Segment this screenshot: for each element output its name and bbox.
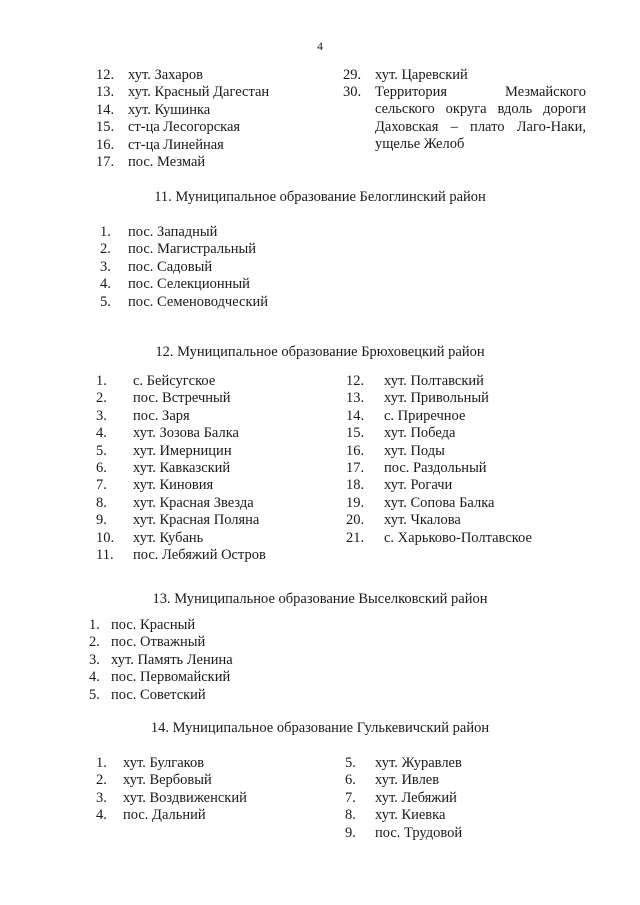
list-item: 20. хут. Чкалова — [346, 512, 461, 529]
list-item: 19. хут. Сопова Балка — [346, 494, 495, 511]
page-number: 4 — [317, 39, 323, 53]
list-item: 17. пос. Мезмай — [96, 153, 206, 170]
settlement-name: пос. Советский — [111, 686, 206, 703]
settlement-name: хут. Царевский — [375, 67, 468, 83]
settlement-name: хут. Чкалова — [384, 512, 461, 529]
list-item: 7. хут. Лебяжий — [345, 789, 457, 806]
list-item: 14. с. Приречное — [346, 407, 466, 424]
list-item: 11. пос. Лебяжий Остров — [96, 546, 266, 563]
settlement-name: пос. Семеноводческий — [128, 293, 269, 310]
section-heading: 13. Муниципальное образование Выселковский район — [152, 591, 488, 607]
list-item: 3. хут. Воздвиженский — [96, 789, 247, 806]
settlement-name: хут. Привольный — [384, 390, 489, 407]
settlement-name: с. Приречное — [384, 407, 466, 424]
list-item: 4. пос. Дальний — [96, 807, 206, 824]
settlement-name: пос. Раздольный — [384, 459, 487, 476]
settlement-name: пос. Отважный — [111, 634, 206, 651]
section-heading: 12. Муниципальное образование Брюховецкий район — [155, 344, 485, 360]
territory-description: Территория Мезмайского сельского округа вдоль дороги Даховская – плато Лаго-Наки, ущелье Желоб — [375, 84, 586, 153]
list-item: 7. хут. Киновия — [96, 477, 214, 494]
settlement-name: пос. Селекционный — [128, 276, 250, 293]
settlement-name: хут. Красная Поляна — [133, 512, 260, 529]
list-item: 13. хут. Красный Дагестан — [96, 84, 270, 101]
settlement-name: хут. Красная Звезда — [133, 494, 254, 511]
list-item: 6. хут. Ивлев — [345, 772, 440, 789]
section14-list-right — [345, 755, 462, 842]
settlement-name: пос. Магистральный — [128, 241, 256, 258]
list-item: 5. пос. Советский — [89, 686, 206, 703]
list-item: 4. хут. Зозова Балка — [96, 425, 239, 442]
list-item: 18. хут. Рогачи — [346, 477, 453, 494]
list-item: 15. хут. Победа — [346, 425, 456, 442]
settlement-name: хут. Зозова Балка — [133, 425, 239, 442]
list-item: 1. с. Бейсугское — [96, 373, 216, 389]
list-item: 1. хут. Булгаков — [96, 755, 205, 771]
section12-list-right — [346, 373, 532, 547]
list-item: 21. с. Харьково-Полтавское — [346, 529, 532, 546]
settlement-name: хут. Рогачи — [384, 477, 453, 494]
settlement-name: хут. Кушинка — [128, 101, 211, 118]
list-item: 10. хут. Кубань — [96, 529, 204, 546]
list-item: 17. пос. Раздольный — [346, 459, 487, 476]
settlement-name: хут. Имерницин — [133, 442, 232, 459]
settlement-name: хут. Кавказский — [133, 459, 231, 476]
list-item: 9. пос. Трудовой — [345, 824, 463, 841]
settlement-name: пос. Красный — [111, 617, 196, 633]
settlement-name: хут. Вербовый — [123, 772, 212, 789]
settlement-name: пос. Лебяжий Остров — [133, 546, 266, 563]
settlement-name: хут. Полтавский — [384, 373, 484, 389]
list-item: 4. пос. Селекционный — [100, 276, 250, 293]
settlement-name: хут. Красный Дагестан — [128, 84, 270, 101]
list-item: 14. хут. Кушинка — [96, 101, 211, 118]
list-item: 5. пос. Семеноводческий — [100, 293, 269, 310]
settlement-name: ст-ца Линейная — [128, 136, 224, 153]
list-item: 12. хут. Полтавский — [346, 373, 484, 389]
settlement-name: хут. Сопова Балка — [384, 494, 495, 511]
list-item: 9. хут. Красная Поляна — [96, 512, 260, 529]
settlement-name: хут. Кубань — [133, 529, 204, 546]
settlement-name: с. Бейсугское — [133, 373, 216, 389]
list-item: 16. ст-ца Линейная — [96, 136, 224, 153]
list-item: 2. пос. Встречный — [96, 390, 231, 407]
list-item: 8. хут. Красная Звезда — [96, 494, 254, 511]
settlement-name: пос. Первомайский — [111, 669, 231, 686]
section13-list — [89, 617, 233, 704]
section-heading: 11. Муниципальное образование Белоглинский район — [154, 189, 486, 205]
list-item: 2. пос. Отважный — [89, 634, 206, 651]
settlement-name: хут. Захаров — [128, 67, 203, 83]
list-item: 13. хут. Привольный — [346, 390, 489, 407]
settlement-name: пос. Встречный — [133, 390, 231, 407]
list-item: 2. пос. Магистральный — [100, 241, 256, 258]
settlement-name: хут. Журавлев — [375, 755, 462, 771]
settlement-name: хут. Ивлев — [375, 772, 440, 789]
list-item: 3. пос. Садовый — [100, 258, 213, 275]
list-item: 2. хут. Вербовый — [96, 772, 212, 789]
settlement-name: пос. Западный — [128, 224, 218, 240]
settlement-name: хут. Лебяжий — [375, 789, 457, 806]
list-item: 6. хут. Кавказский — [96, 459, 231, 476]
list-item: 8. хут. Киевка — [345, 807, 446, 824]
section12-list-left — [96, 373, 266, 564]
settlement-name: хут. Победа — [384, 425, 456, 442]
list-item: 3. хут. Память Ленина — [89, 651, 233, 668]
section14-list-left — [96, 755, 247, 825]
list-item: 5. хут. Имерницин — [96, 442, 232, 459]
settlement-name: хут. Воздвиженский — [123, 789, 247, 806]
settlement-name: хут. Память Ленина — [111, 651, 233, 668]
list-item: 1. пос. Западный — [100, 224, 218, 240]
list-item: 3. пос. Заря — [96, 407, 190, 424]
list-item: 12. хут. Захаров — [96, 67, 203, 83]
top-list-right — [343, 67, 468, 84]
section11-list — [100, 224, 268, 311]
section-heading: 14. Муниципальное образование Гулькевичский район — [150, 720, 490, 736]
list-item: 5. хут. Журавлев — [345, 755, 462, 771]
list-item: 16. хут. Поды — [346, 442, 445, 459]
top-list-left — [96, 67, 269, 171]
settlement-name: с. Харьково-Полтавское — [384, 529, 532, 546]
list-item: 15. ст-ца Лесогорская — [96, 119, 241, 136]
list-item: 4. пос. Первомайский — [89, 669, 231, 686]
settlement-name: пос. Садовый — [128, 258, 213, 275]
settlement-name: хут. Булгаков — [123, 755, 205, 771]
settlement-name: хут. Киевка — [375, 807, 446, 824]
list-item: 1. пос. Красный — [89, 617, 196, 633]
settlement-name: пос. Дальний — [123, 807, 206, 824]
settlement-name: хут. Поды — [384, 442, 445, 459]
settlement-name: пос. Трудовой — [375, 824, 463, 841]
settlement-name: ст-ца Лесогорская — [128, 119, 241, 136]
settlement-name: пос. Мезмай — [128, 153, 206, 170]
list-item: 29. хут. Царевский — [343, 67, 468, 83]
settlement-name: хут. Киновия — [133, 477, 214, 494]
settlement-name: пос. Заря — [133, 407, 190, 424]
